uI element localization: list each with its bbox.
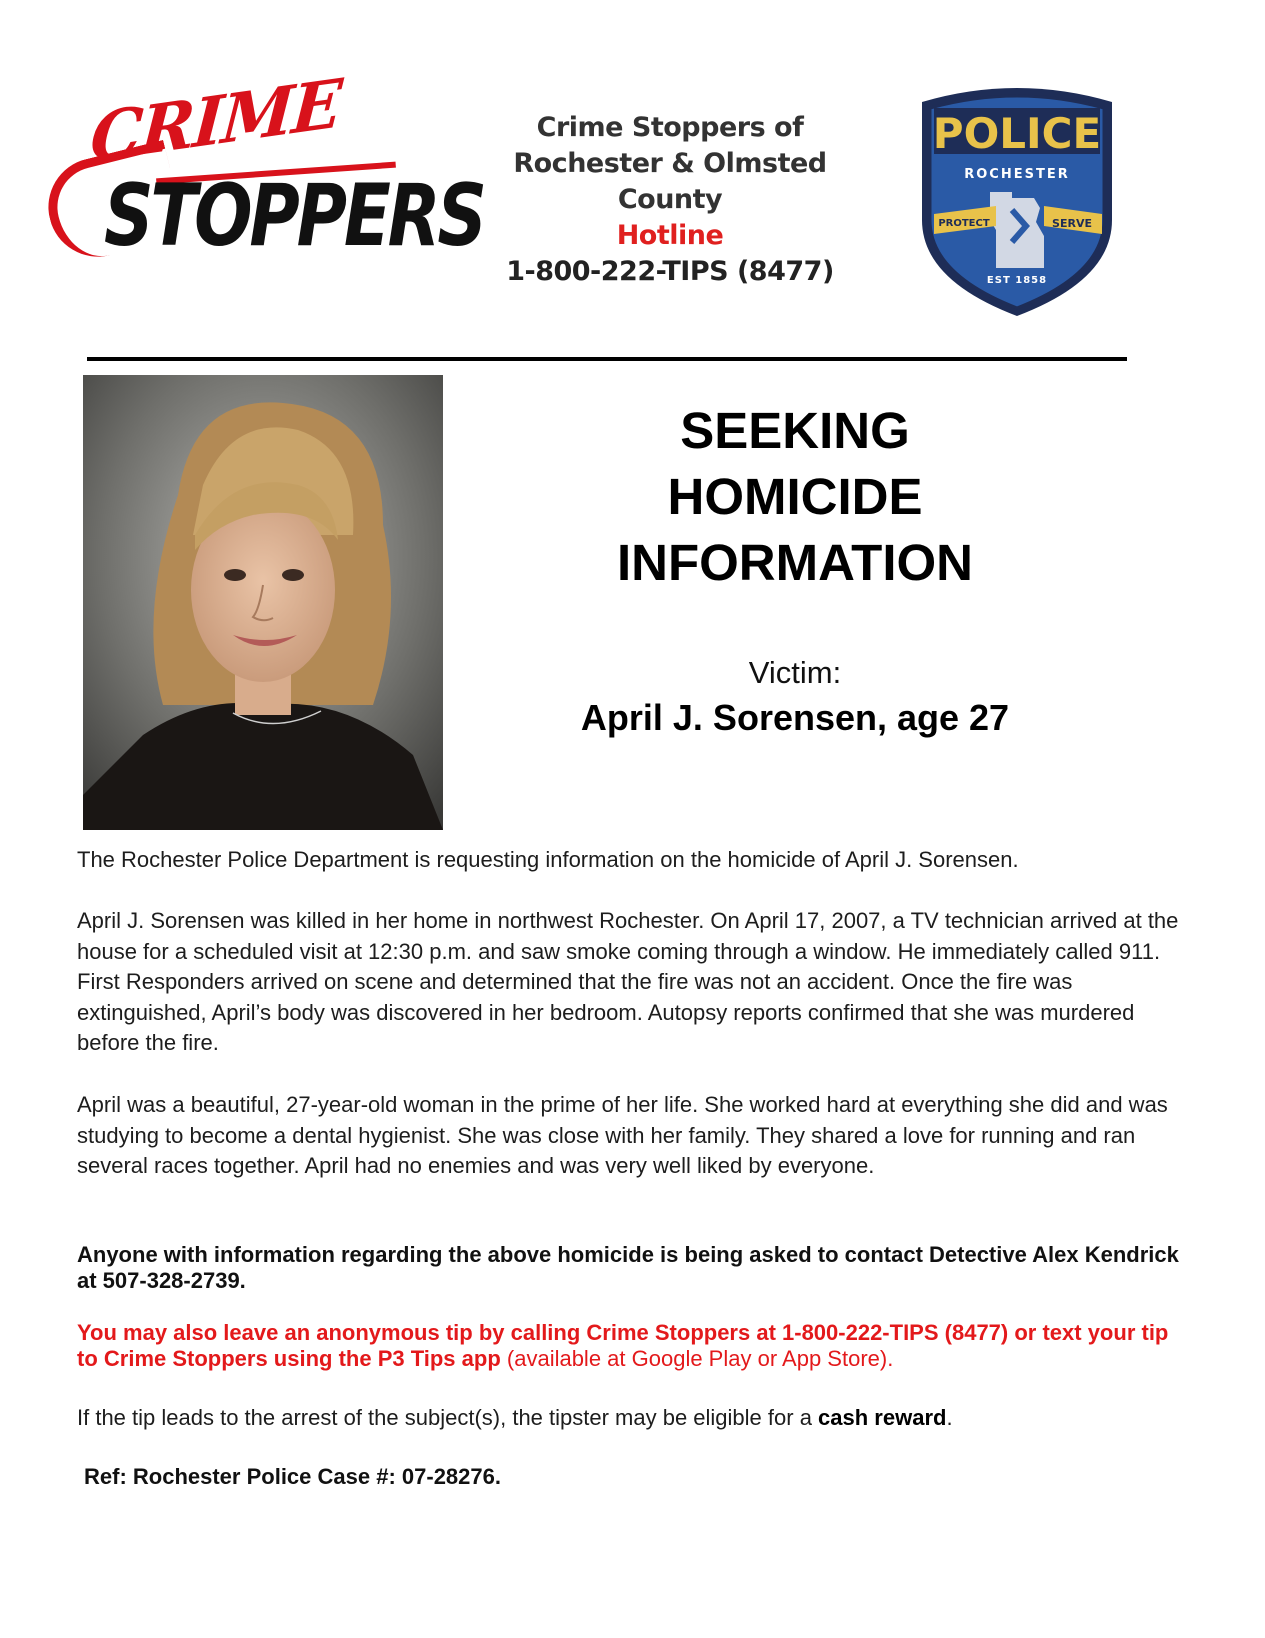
anonymous-tip-bold: You may also leave an anonymous tip by calling Crime Stoppers at 1-800-222-TIPS (8477) or text your tip to Crime Stoppers using the P3 Tips app (77, 1320, 1169, 1371)
reward-paragraph (77, 1403, 1187, 1434)
hotline-label: Hotline (616, 220, 724, 251)
contact-paragraph: Anyone with information regarding the above homicide is being asked to contact Detective Alex Kendrick at 507-328-2739. (77, 1242, 1179, 1293)
header-divider (87, 357, 1127, 361)
crime-stoppers-logo (48, 63, 484, 270)
badge-ribbon-left: PROTECT (938, 218, 990, 229)
victim-bio-paragraph: April was a beautiful, 27-year-old woman in the prime of her life. She worked hard at everything she did and was studying to become a dental hygienist. She was close with her family. They shared a love for running and ran several races together. April had no enemies and was very well liked by everyone. (77, 1092, 1168, 1178)
title-line1: SEEKING (680, 402, 910, 459)
badge-city: ROCHESTER (964, 167, 1070, 182)
police-badge-icon (912, 80, 1122, 320)
hotline-number: 1-800-222-TIPS (8477) (506, 256, 834, 287)
anonymous-tip-note: (available at Google Play or App Store). (500, 1346, 894, 1371)
victim-name: April J. Sorensen, age 27 (580, 697, 1010, 738)
reward-text: If the tip leads to the arrest of the subject(s), the tipster may be eligible for a (77, 1405, 819, 1430)
intro-paragraph: The Rochester Police Department is requesting information on the homicide of April J. Sorensen. (77, 847, 1019, 872)
logo-crime-text: CRIME (88, 63, 343, 178)
case-reference: Ref: Rochester Police Case #: 07-28276. (84, 1464, 501, 1489)
org-name-line1: Crime Stoppers of (536, 112, 804, 143)
badge-ribbon-right: SERVE (1052, 217, 1092, 230)
badge-est: EST 1858 (986, 275, 1048, 286)
incident-paragraph: April J. Sorensen was killed in her home in northwest Rochester. On April 17, 2007, a TV technician arrived at the house for a scheduled visit at 12:30 p.m. and saw smoke coming through a window. He immediately called 911. First Responders arrived on scene and determined that the fire was not an accident. Once the fire was extinguished, April’s body was discovered in her bedroom. Autopsy reports confirmed that she was murdered before the fire. (77, 908, 1179, 1055)
badge-title: POLICE (932, 109, 1102, 158)
title-line2: HOMICIDE (667, 468, 923, 525)
reward-period: . (946, 1405, 953, 1430)
victim-photo (83, 375, 443, 830)
org-name-line2: Rochester & Olmsted County (513, 148, 827, 215)
anonymous-tip-paragraph (77, 1320, 1187, 1372)
logo-stoppers-text: STOPPERS (104, 166, 484, 266)
title-line3: INFORMATION (616, 534, 973, 591)
victim-label: Victim: (748, 655, 842, 690)
cash-reward: cash reward (818, 1405, 947, 1430)
hotline-header (460, 110, 880, 290)
page-title (545, 398, 1045, 596)
